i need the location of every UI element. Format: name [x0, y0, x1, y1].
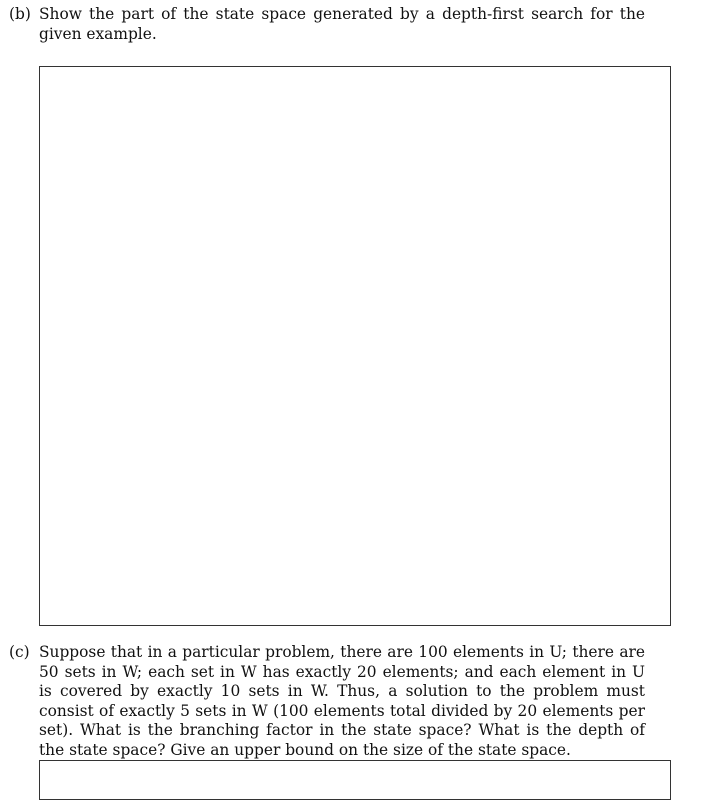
question-c	[9, 643, 645, 761]
answer-box-c[interactable]	[39, 760, 671, 800]
question-b	[9, 5, 645, 44]
question-b-label: (b)	[9, 5, 31, 23]
question-b-text: Show the part of the state space generated by a depth-first search for the given example.	[39, 5, 645, 43]
question-c-label: (c)	[9, 643, 30, 661]
question-c-text: Suppose that in a particular problem, there are 100 elements in U; there are 50 sets in W; each set in W has exactly 20 elements; and each element in U is covered by exactly 10 sets in W. Thus, a solution to the problem must consist of exactly 5 sets in W (100 elements total divided by 20 elements per set). What is the branching factor in the state space? What is the depth of the state space? Give an upper bound on the size of the state space.	[39, 643, 645, 759]
answer-box-b[interactable]	[39, 66, 671, 626]
